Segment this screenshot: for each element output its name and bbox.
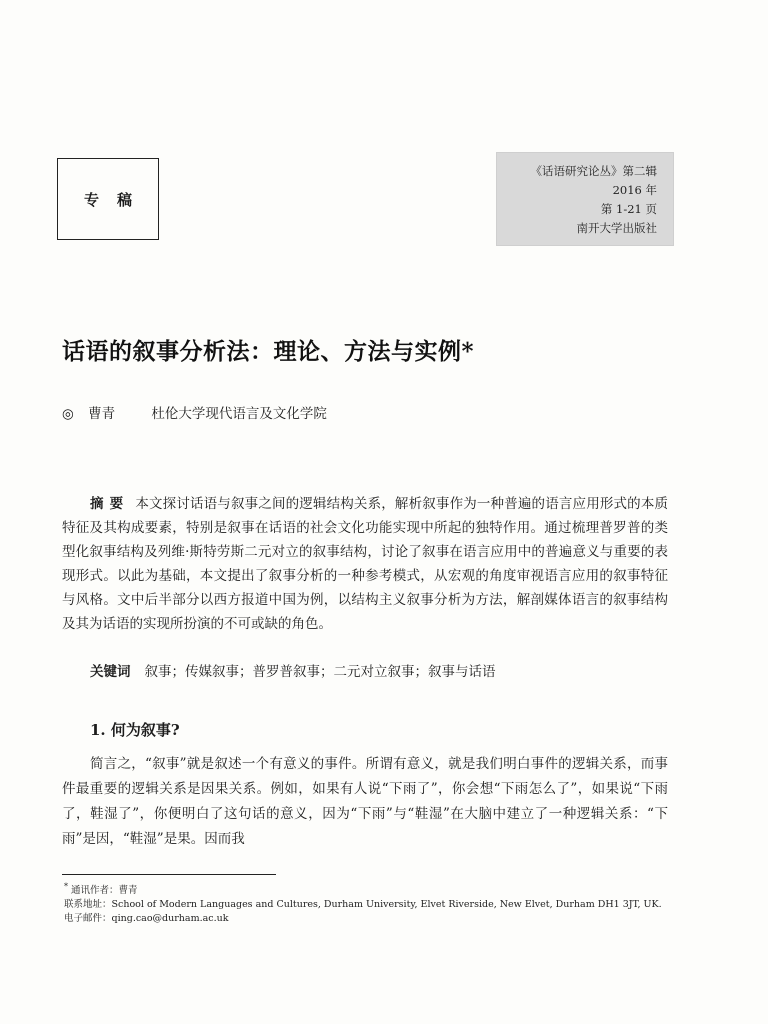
author-mark-icon: ◎ — [62, 406, 74, 422]
page-range: 第 1-21 页 — [600, 202, 657, 216]
body-text — [62, 752, 668, 852]
footnote-address: 联系地址：School of Modern Languages and Cultures, Durham University, Elvet Riverside, New Elvet, Durham DH1 3JT, UK. — [64, 899, 662, 911]
footnote-author: 通讯作者：曹青 — [71, 885, 138, 897]
keywords-text: 叙事；传媒叙事；普罗普叙事；二元对立叙事；叙事与话语 — [144, 664, 496, 680]
publication-year: 2016 年 — [612, 183, 657, 197]
footnote-email: 电子邮件：qing.cao@durham.ac.uk — [64, 913, 229, 925]
section-heading: 1. 何为叙事? — [90, 721, 180, 739]
section-label-box — [57, 158, 159, 240]
author-line — [62, 402, 327, 422]
journal-name: 《话语研究论丛》第二辑 — [530, 164, 657, 178]
footnote — [64, 880, 684, 926]
footnote-divider — [62, 874, 276, 875]
abstract-text: 本文探讨话语与叙事之间的逻辑结构关系，解析叙事作为一种普遍的语言应用形式的本质特征及其构成要素，特别是叙事在话语的社会文化功能实现中所起的独特作用。通过梳理普罗普的类型化叙事结构及列维·斯特劳斯二元对立的叙事结构，讨论了叙事在语言应用中的普遍意义与重要的表现形式。以此为基础，本文提出了叙事分析的一种参考模式，从宏观的角度审视语言应用的叙事特征与风格。文中后半部分以西方报道中国为例，以结构主义叙事分析为方法，解剖媒体语言的叙事结构及其为话语的实现所扮演的不可或缺的角色。 — [62, 496, 669, 632]
publisher: 南开大学出版社 — [576, 221, 657, 235]
footnote-marker: * — [64, 882, 68, 891]
keywords — [90, 660, 496, 680]
author-affiliation: 杜伦大学现代语言及文化学院 — [151, 406, 327, 422]
publication-info-box — [496, 152, 674, 246]
author-name: 曹青 — [88, 406, 116, 422]
abstract — [62, 492, 668, 636]
abstract-label: 摘要 — [90, 496, 130, 512]
keywords-label: 关键词 — [90, 664, 131, 680]
body-paragraph: 简言之，“叙事”就是叙述一个有意义的事件。所谓有意义，就是我们明白事件的逻辑关系，而事件最重要的逻辑关系是因果关系。例如，如果有人说“下雨了”，你会想“下雨怎么了”，如果说“下雨了，鞋湿了”，你便明白了这句话的意义，因为“下雨”与“鞋湿”在大脑中建立了一种逻辑关系：“下雨”是因，“鞋湿”是果。因而我 — [62, 756, 668, 847]
article-title: 话语的叙事分析法：理论、方法与实例* — [62, 338, 475, 365]
section-label: 专稿 — [83, 190, 150, 209]
